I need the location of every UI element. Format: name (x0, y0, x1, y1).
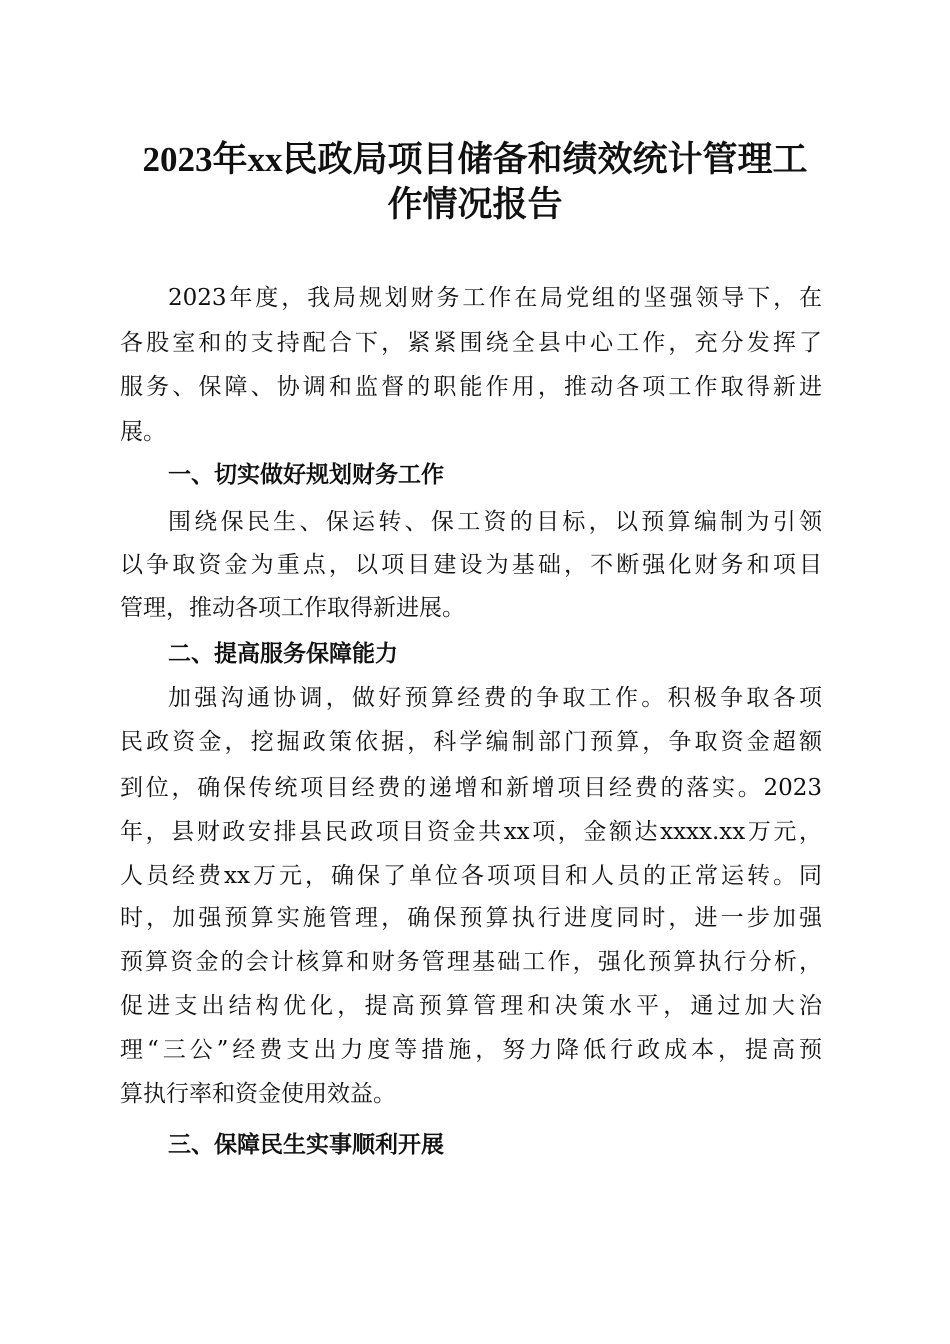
intro-line: 2023年度，我局规划财务工作在局党组的坚强领导下，在 (168, 285, 822, 311)
section2-line: 时，加强预算实施管理，确保预算执行进度同时，进一步加强 (120, 905, 822, 931)
section2-line: 理“三公”经费支出力度等措施，努力降低行政成本，提高预 (120, 1037, 822, 1063)
document-title-line-1: 2023年xx民政局项目储备和绩效统计管理工 (142, 140, 808, 179)
intro-line: 各股室和的支持配合下，紧紧围绕全县中心工作，充分发挥了 (120, 330, 822, 356)
section-heading-3: 三、保障民生实事顺利开展 (168, 1132, 444, 1158)
intro-line: 展。 (120, 419, 166, 445)
section1-line: 管理，推动各项工作取得新进展。 (120, 595, 465, 621)
section2-line: 促进支出结构优化，提高预算管理和决策水平，通过加大治 (120, 993, 822, 1019)
section2-line: 到位，确保传统项目经费的递增和新增项目经费的落实。2023 (120, 775, 822, 801)
intro-line: 服务、保障、协调和监督的职能作用，推动各项工作取得新进 (120, 374, 822, 400)
section2-line: 年，县财政安排县民政项目资金共xx项，金额达xxxx.xx万元， (120, 819, 822, 845)
section2-line: 人员经费xx万元，确保了单位各项项目和人员的正常运转。同 (120, 863, 822, 889)
section-heading-1: 一、切实做好规划财务工作 (168, 462, 444, 488)
section1-line: 以争取资金为重点，以项目建设为基础，不断强化财务和项目 (120, 552, 822, 578)
section2-line: 加强沟通协调，做好预算经费的争取工作。积极争取各项 (168, 685, 822, 711)
section-heading-2: 二、提高服务保障能力 (168, 641, 398, 667)
section2-line: 预算资金的会计核算和财务管理基础工作，强化预算执行分析， (120, 949, 822, 975)
section2-line: 算执行率和资金使用效益。 (120, 1081, 396, 1107)
document-title-line-2: 作情况报告 (387, 185, 563, 224)
section1-line: 围绕保民生、保运转、保工资的目标，以预算编制为引领 (168, 509, 822, 535)
section2-line: 民政资金，挖掘政策依据，科学编制部门预算，争取资金超额 (120, 729, 822, 755)
